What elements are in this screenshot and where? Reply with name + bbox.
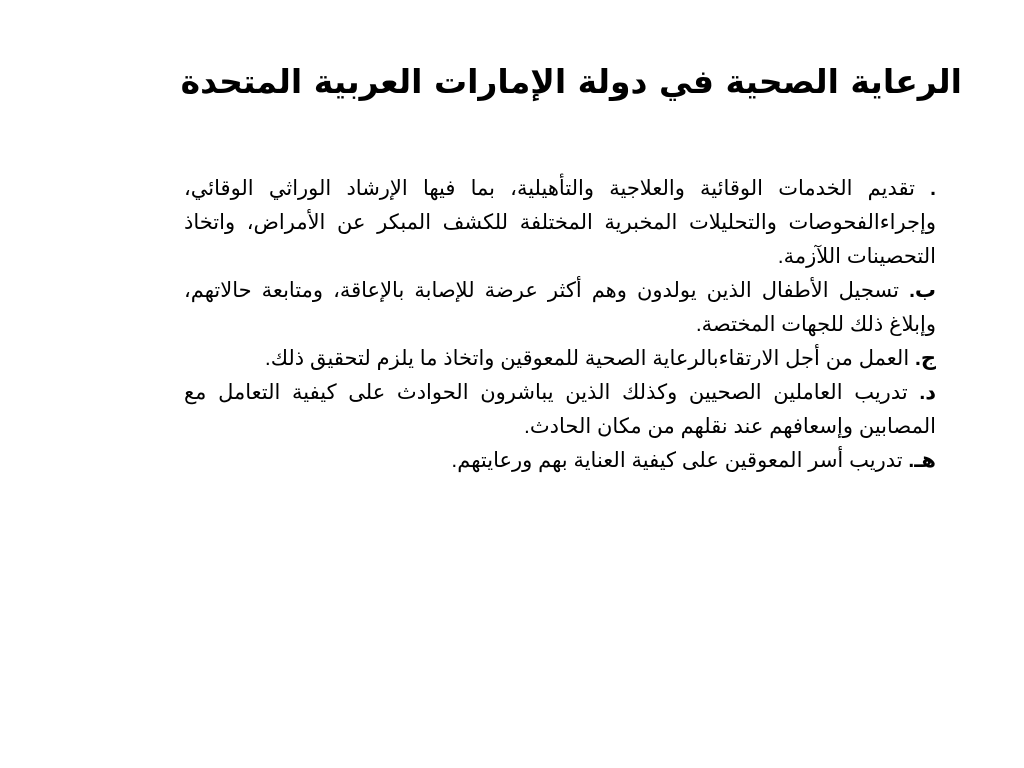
item-marker: ب.: [909, 279, 936, 302]
list-item: [184, 376, 936, 444]
slide-body: [184, 172, 936, 478]
item-text: العمل من أجل الارتقاءبالرعاية الصحية للمعوقين واتخاذ ما يلزم لتحقيق ذلك.: [264, 347, 916, 370]
item-marker: د.: [919, 381, 936, 404]
list-item: [184, 444, 936, 478]
item-marker: هـ.: [908, 449, 936, 472]
list-item: [184, 342, 936, 376]
item-text: تسجيل الأطفال الذين يولدون وهم أكثر عرضة للإصابة بالإعاقة، ومتابعة حالاتهم، وإبلاغ ذلك للجهات المختصة.: [184, 279, 936, 336]
slide-title: الرعاية الصحية في دولة الإمارات العربية المتحدة: [180, 62, 962, 101]
item-text: تقديم الخدمات الوقائية والعلاجية والتأهيلية، بما فيها الإرشاد الوراثي الوقائي، وإجراءالفحوصات والتحليلات المخبرية المختلفة للكشف المبكر عن الأمراض، واتخاذ التحصينات اللآزمة.: [184, 177, 936, 268]
list-item: [184, 274, 936, 342]
list-item: [184, 172, 936, 274]
item-marker: ج.: [915, 347, 936, 370]
item-marker: .: [930, 177, 936, 200]
item-text: تدريب أسر المعوقين على كيفية العناية بهم ورعايتهم.: [451, 449, 909, 472]
item-text: تدريب العاملين الصحيين وكذلك الذين يباشرون الحوادث على كيفية التعامل مع المصابين وإسعافهم عند نقلهم من مكان الحادث.: [184, 381, 936, 438]
